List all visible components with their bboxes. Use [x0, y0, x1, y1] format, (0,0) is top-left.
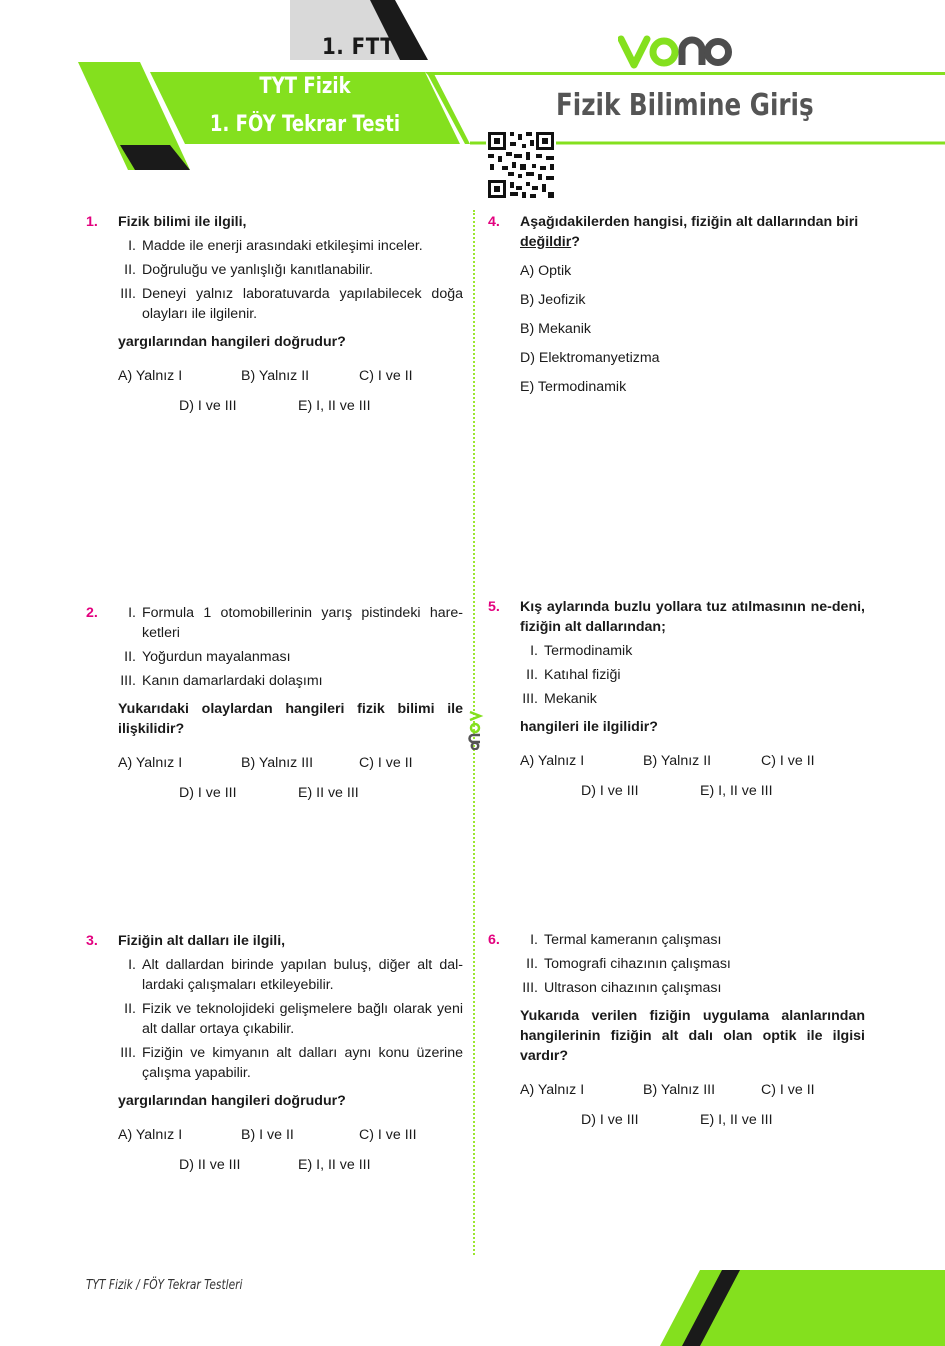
option-d[interactable]: D) II ve III	[179, 1157, 241, 1173]
option-e[interactable]: E) Termodinamik	[520, 379, 627, 395]
option-e[interactable]: E) I, II ve III	[298, 1157, 371, 1173]
statement-item: II. Fizik ve teknolojideki gelişmelere bağlı olarak yeni alt dallar ortaya çıkabilir.	[124, 1001, 463, 1037]
subject-label: TYT Fizik	[259, 74, 351, 99]
statement-item: III. Mekanik	[522, 691, 597, 707]
statement-item: III. Ultrason cihazının çalışması	[522, 980, 722, 996]
answer-options	[520, 751, 865, 811]
option-d[interactable]: D) I ve III	[179, 785, 237, 801]
option-d[interactable]: D) I ve III	[179, 398, 237, 414]
option-c[interactable]: C) I ve III	[359, 1127, 417, 1143]
answer-options	[520, 1080, 865, 1140]
statement-item: III. Deneyi yalnız laboratuvarda yapılabilecek doğa olayları ile ilgilenir.	[120, 286, 463, 322]
option-a[interactable]: A) Optik	[520, 263, 572, 279]
question-number: 2.	[86, 605, 98, 621]
option-b[interactable]: B) Yalnız III	[643, 1082, 716, 1098]
answer-options	[520, 261, 865, 397]
test-code: 1. FTT	[322, 35, 395, 60]
question-prompt: yargılarından hangileri doğrudur?	[118, 1093, 346, 1109]
option-d[interactable]: D) I ve III	[581, 783, 639, 799]
footer-text: TYT Fizik / FÖY Tekrar Testleri	[86, 1278, 243, 1293]
statement-item: II. Tomografi cihazının çalışması	[526, 956, 731, 972]
vono-side-logo	[466, 710, 484, 750]
question-prompt: yargılarından hangileri doğrudur?	[118, 334, 346, 350]
option-d[interactable]: D) Elektromanyetizma	[520, 350, 660, 366]
question-prompt: Yukarıda verilen fiziğin uygulama alanlarından hangilerinin fiziğin alt dalı olan optik ile ilgisi vardır?	[520, 1008, 865, 1064]
option-a[interactable]: A) Yalnız I	[118, 368, 183, 384]
question-number: 5.	[488, 599, 500, 615]
statement-item: II. Doğruluğu ve yanlışlığı kanıtlanabilir.	[124, 262, 374, 278]
statement-item: III. Fiziğin ve kimyanın alt dalları aynı konu üzerine çalışma yapabilir.	[120, 1045, 463, 1081]
option-b[interactable]: B) I ve II	[241, 1127, 294, 1143]
vono-logo	[618, 34, 732, 70]
qr-code[interactable]	[486, 130, 556, 200]
question-stem: Aşağıdakilerden hangisi, fiziğin alt dallarından biri değildir?	[520, 214, 859, 250]
option-b[interactable]: B) Yalnız III	[241, 755, 314, 771]
option-e[interactable]: E) I, II ve III	[700, 1112, 773, 1128]
statement-item: III. Kanın damarlardaki dolaşımı	[120, 673, 323, 689]
option-e[interactable]: E) II ve III	[298, 785, 359, 801]
statement-item: I. Madde ile enerji arasındaki etkileşimi inceler.	[128, 238, 423, 254]
option-c[interactable]: C) I ve II	[359, 368, 413, 384]
option-e[interactable]: E) I, II ve III	[298, 398, 371, 414]
question-number: 4.	[488, 214, 500, 230]
statement-item: II. Yoğurdun mayalanması	[124, 649, 291, 665]
question-number: 3.	[86, 933, 98, 949]
statement-item: II. Katıhal fiziği	[526, 667, 621, 683]
unit-title: Fizik Bilimine Giriş	[556, 88, 814, 123]
option-a[interactable]: A) Yalnız I	[118, 1127, 183, 1143]
answer-options	[118, 366, 463, 426]
option-a[interactable]: A) Yalnız I	[118, 755, 183, 771]
option-c[interactable]: C) I ve II	[359, 755, 413, 771]
option-e[interactable]: E) I, II ve III	[700, 783, 773, 799]
question-prompt: hangileri ile ilgilidir?	[520, 719, 658, 735]
question-number: 1.	[86, 214, 98, 230]
statement-item: I. Termal kameranın çalışması	[530, 932, 722, 948]
option-d[interactable]: D) I ve III	[581, 1112, 639, 1128]
emphasis-negation: değildir	[520, 234, 572, 250]
option-a[interactable]: A) Yalnız I	[520, 753, 585, 769]
option-b[interactable]: B) Jeofizik	[520, 292, 586, 308]
answer-options	[118, 1125, 463, 1185]
option-c[interactable]: C) I ve II	[761, 1082, 815, 1098]
statement-item: I. Termodinamik	[530, 643, 633, 659]
test-name: 1. FÖY Tekrar Testi	[209, 112, 401, 137]
option-b[interactable]: B) Yalnız II	[643, 753, 712, 769]
question-stem: Kış aylarında buzlu yollara tuz atılmasının ne-deni, fiziğin alt dallarından;	[520, 599, 865, 635]
option-b[interactable]: B) Yalnız II	[241, 368, 310, 384]
answer-options	[118, 753, 463, 813]
option-a[interactable]: A) Yalnız I	[520, 1082, 585, 1098]
option-c[interactable]: C) I ve II	[761, 753, 815, 769]
question-prompt: Yukarıdaki olaylardan hangileri fizik bilimi ile ilişkilidir?	[118, 701, 463, 737]
question-number: 6.	[488, 932, 500, 948]
question-stem: Fiziğin alt dalları ile ilgili,	[118, 933, 286, 949]
option-c[interactable]: B) Mekanik	[520, 321, 591, 337]
statement-item: I. Alt dallardan birinde yapılan buluş, diğer alt dal-lardaki çalışmaları etkileyebilir.	[128, 957, 463, 993]
question-stem: Fizik bilimi ile ilgili,	[118, 214, 247, 230]
footer-decoration	[0, 1262, 945, 1346]
statement-item: I. Formula 1 otomobillerinin yarış pistindeki hare-ketleri	[128, 605, 463, 641]
